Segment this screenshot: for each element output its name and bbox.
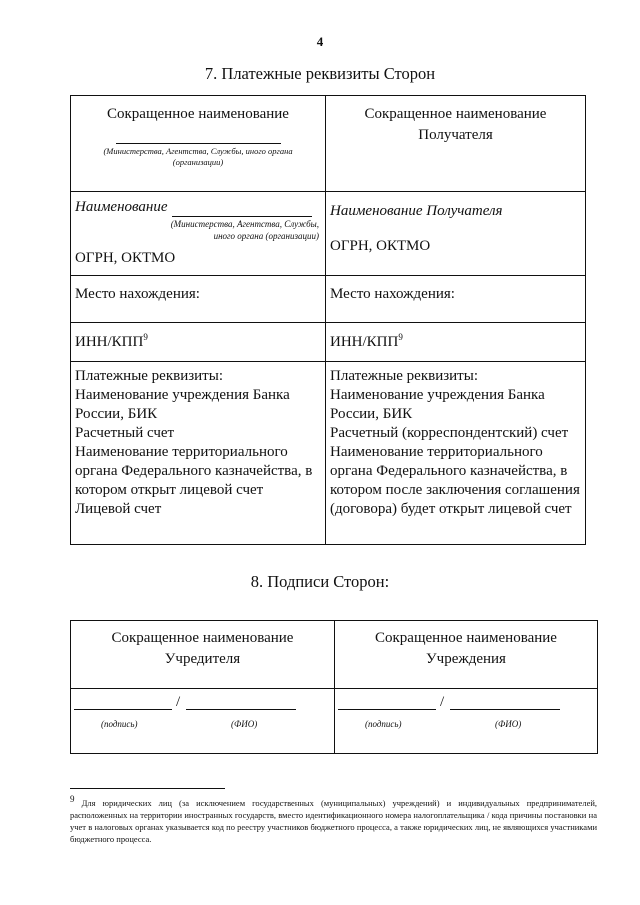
founder-treasury-body: Наименование территориального органа Федерального казначейства, в котором открыт лицевой счет <box>75 444 313 498</box>
signature-caption: (подпись) <box>101 719 138 729</box>
founder-inn-cell <box>71 323 326 362</box>
founder-name-note: (Министерства, Агентства, Службы, иного органа (организации) <box>170 219 319 241</box>
footnote-ref: 9 <box>398 332 403 342</box>
founder-header-cell <box>71 96 326 192</box>
signatures-table <box>70 620 598 754</box>
recipient-name-label: Наименование Получателя <box>330 203 503 219</box>
recipient-correspondent-account: Расчетный (корреспондентский) счет <box>330 425 569 441</box>
institution-signature-cell <box>335 689 598 754</box>
signature-caption: (подпись) <box>365 719 402 729</box>
footnote-number: 9 <box>70 794 75 805</box>
institution-signature-line[interactable] <box>338 709 436 710</box>
recipient-payment-cell <box>326 362 586 545</box>
footnote-text: Для юридических лиц (за исключением государственных (муниципальных) учреждений) и индивидуальных предпринимателей, расположенных на территории иностранных государств, вместо идентификационного номера налогоплательщика / кода причины постановки на учет в налоговых органах указывается код по реестру участников бюджетного процесса, а также юридических лиц, не являющихся участниками бюджетного процесса. <box>70 798 598 844</box>
founder-payment-title: Платежные реквизиты: <box>75 368 223 384</box>
footnote <box>70 794 598 845</box>
recipient-location-cell <box>326 276 586 323</box>
founder-inn-kpp-label: ИНН/КПП <box>75 334 144 350</box>
founder-fio-line[interactable] <box>186 709 296 710</box>
fio-caption: (ФИО) <box>231 719 258 729</box>
signature-slash: / <box>440 694 445 710</box>
fio-caption: (ФИО) <box>495 719 522 729</box>
payment-details-table <box>70 95 586 545</box>
footnote-divider <box>70 788 225 789</box>
founder-name-label: Наименование <box>75 199 168 215</box>
founder-signature-header: Сокращенное наименование Учредителя <box>111 630 294 667</box>
page-number: 4 <box>316 34 324 49</box>
institution-signature-header-cell <box>335 621 598 689</box>
recipient-payment-title: Платежные реквизиты: <box>330 368 478 384</box>
founder-name-cell <box>71 192 326 276</box>
founder-name-blank[interactable] <box>172 201 312 217</box>
founder-payment-cell <box>71 362 326 545</box>
founder-personal-account: Лицевой счет <box>75 501 162 517</box>
founder-location-label: Место нахождения: <box>75 286 200 302</box>
founder-short-name-blank[interactable] <box>116 143 281 144</box>
recipient-inn-kpp-label: ИНН/КПП <box>330 334 399 350</box>
founder-bank-bik: Наименование учреждения Банка России, БИК <box>75 387 290 422</box>
founder-signature-header-cell <box>71 621 335 689</box>
recipient-short-name-header: Сокращенное наименование Получателя <box>364 106 547 143</box>
founder-location-cell <box>71 276 326 323</box>
institution-signature-header: Сокращенное наименование Учреждения <box>375 630 557 667</box>
recipient-location-label: Место нахождения: <box>330 286 455 302</box>
founder-header-note: (Министерства, Агентства, Службы, иного органа (организации) <box>103 146 293 167</box>
founder-short-name-header: Сокращенное наименование <box>107 106 289 122</box>
recipient-header-cell <box>326 96 586 192</box>
founder-ogrn-oktmo: ОГРН, ОКТМО <box>75 250 176 266</box>
recipient-name-cell <box>326 192 586 276</box>
section-7-title: 7. Платежные реквизиты Сторон <box>204 64 436 83</box>
signature-slash: / <box>176 694 181 710</box>
section-8-title: 8. Подписи Сторон: <box>250 572 390 591</box>
recipient-ogrn-oktmo: ОГРН, ОКТМО <box>330 238 431 254</box>
institution-fio-line[interactable] <box>450 709 560 710</box>
recipient-bank-bik: Наименование учреждения Банка России, БИК <box>330 387 545 422</box>
founder-signature-cell <box>71 689 335 754</box>
recipient-treasury-body: Наименование территориального органа Федерального казначейства, в котором после заключения соглашения (договора) будет открыт лицевой счет <box>330 444 580 517</box>
founder-account: Расчетный счет <box>75 425 175 441</box>
footnote-ref: 9 <box>143 332 148 342</box>
recipient-inn-cell <box>326 323 586 362</box>
founder-signature-line[interactable] <box>74 709 172 710</box>
